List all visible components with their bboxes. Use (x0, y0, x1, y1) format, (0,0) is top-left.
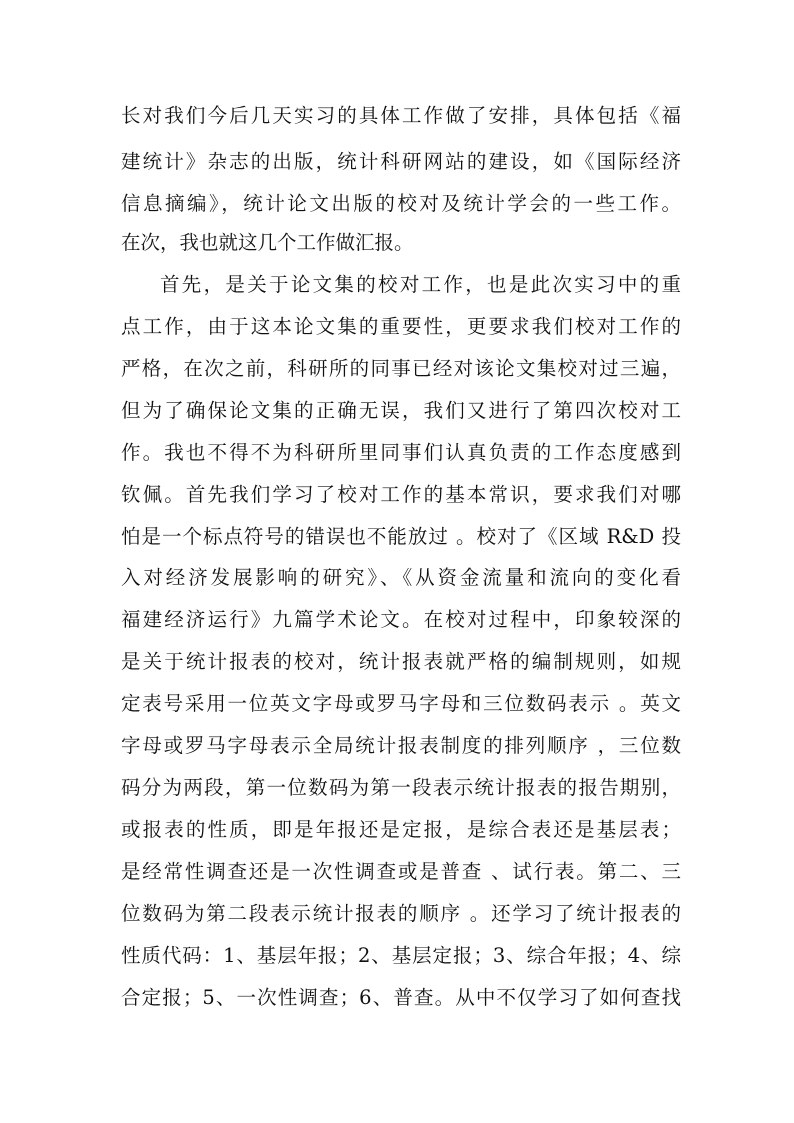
text-line: 性质代码：1、基层年报；2、基层定报；3、综合年报；4、综 (121, 944, 681, 967)
text-line: 字母或罗马字母表示全局统计报表制度的排列顺序 ，三位数 (121, 734, 681, 757)
text-line: 钦佩。首先我们学习了校对工作的基本常识，要求我们对哪 (121, 483, 681, 506)
text-line: 是经常性调查还是一次性调查或是普查 、试行表。第二、三 (121, 860, 681, 883)
text-line: 严格，在次之前，科研所的同事已经对该论文集校对过三遍， (121, 357, 681, 380)
text-line: 福建经济运行》九篇学术论文。在校对过程中，印象较深的 (121, 608, 681, 631)
text-line: 在次，我也就这几个工作做汇报。 (121, 231, 414, 254)
text-line: 码分为两段，第一位数码为第一段表示统计报表的报告期别， (121, 776, 681, 799)
text-line: 位数码为第二段表示统计报表的顺序 。还学习了统计报表的 (121, 902, 681, 925)
text-line: 或报表的性质，即是年报还是定报，是综合表还是基层表； (121, 818, 681, 841)
text-line: 怕是一个标点符号的错误也不能放过 。校对了《区域 R&D 投 (121, 525, 681, 548)
text-line: 信息摘编》，统计论文出版的校对及统计学会的一些工作。 (121, 192, 681, 215)
text-line: 合定报；5、一次性调查；6、普查。从中不仅学习了如何查找 (121, 986, 681, 1009)
text-line: 点工作，由于这本论文集的重要性，更要求我们校对工作的 (121, 315, 681, 338)
paragraph-first-line: 首先，是关于论文集的校对工作，也是此次实习中的重 (160, 273, 681, 296)
text-line: 但为了确保论文集的正确无误，我们又进行了第四次校对工 (121, 399, 681, 422)
text-line: 是关于统计报表的校对，统计报表就严格的编制规则，如规 (121, 650, 681, 673)
text-line: 作。我也不得不为科研所里同事们认真负责的工作态度感到 (121, 441, 681, 464)
text-line: 定表号采用一位英文字母或罗马字母和三位数码表示 。英文 (121, 692, 681, 715)
text-line: 入对经济发展影响的研究》、《从资金流量和流向的变化看 (121, 566, 681, 589)
text-line: 建统计》杂志的出版，统计科研网站的建设，如《国际经济 (121, 150, 681, 173)
text-line: 长对我们今后几天实习的具体工作做了安排，具体包括《福 (121, 104, 681, 127)
